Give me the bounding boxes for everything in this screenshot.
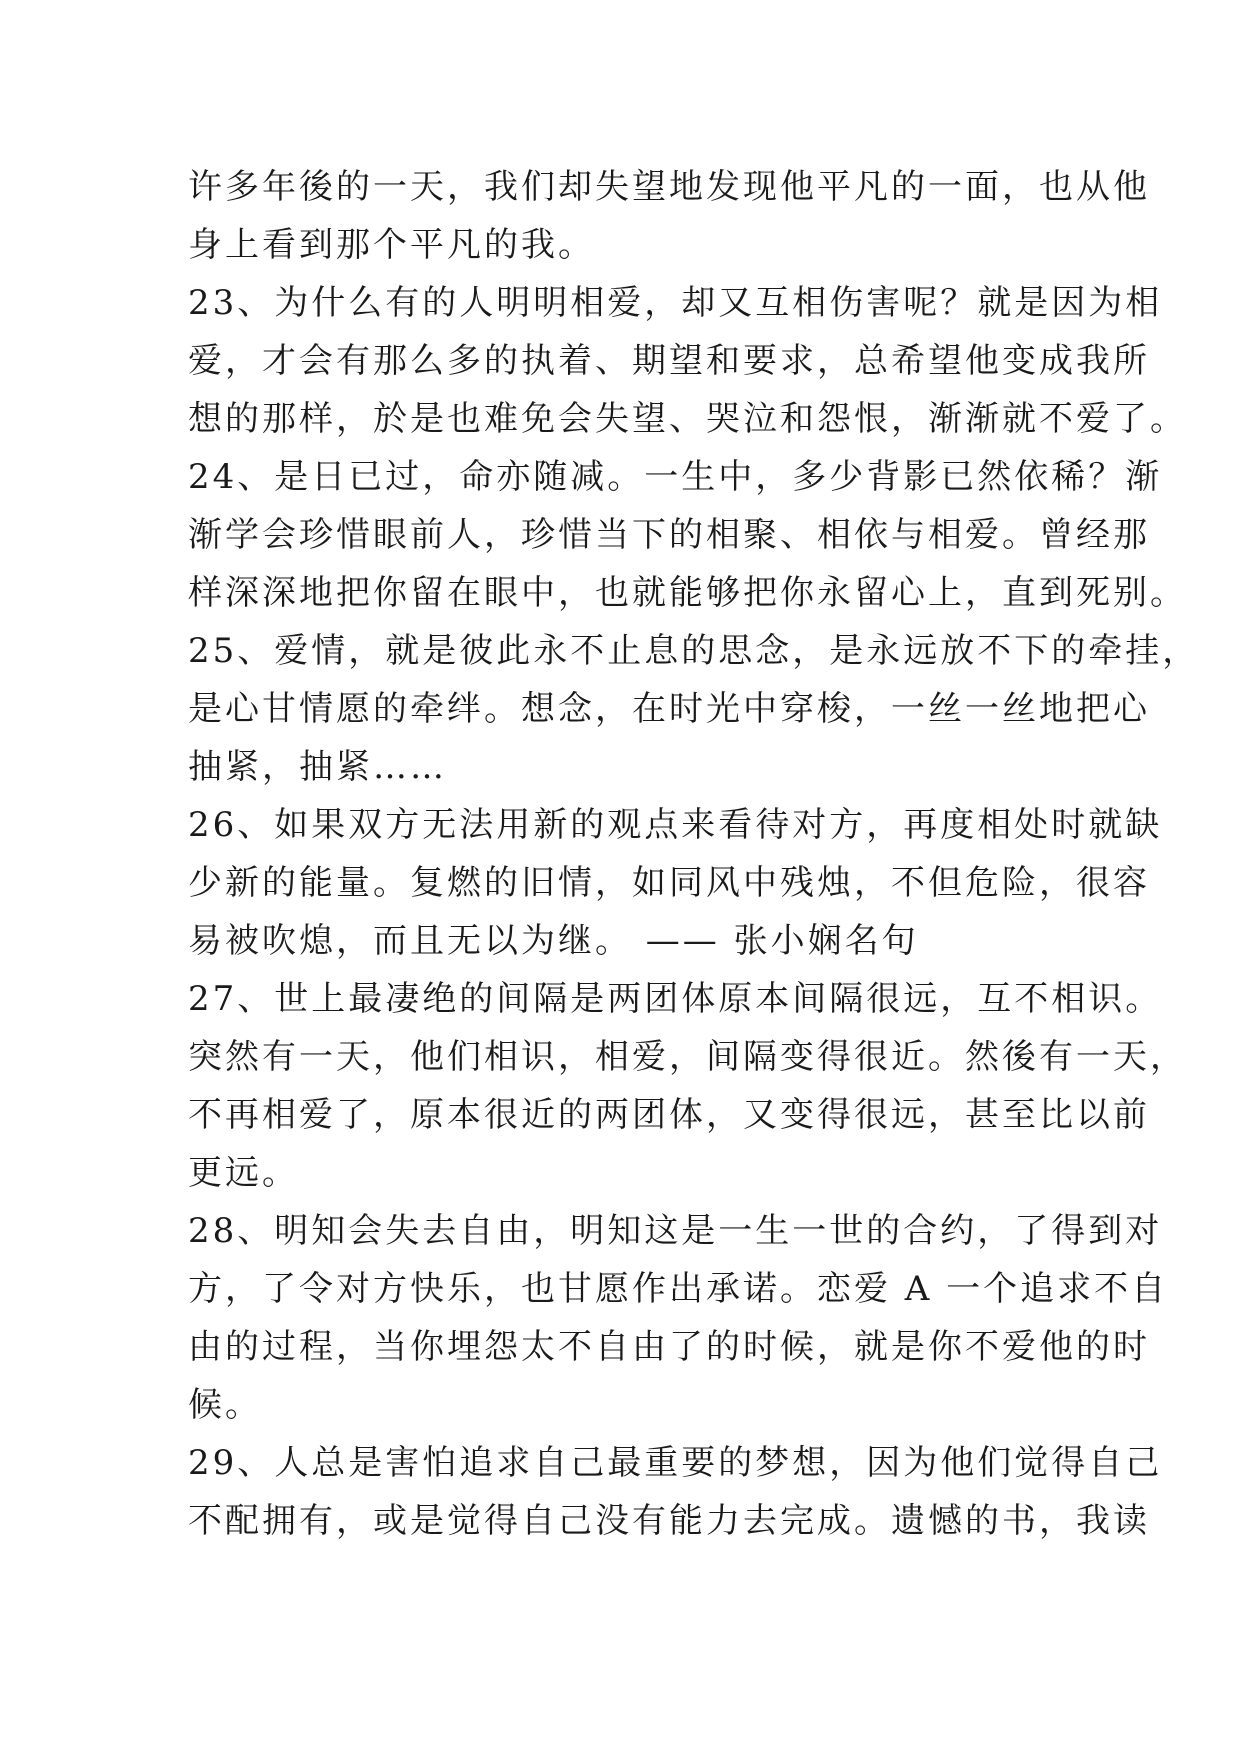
text-line: 26、如果双方无法用新的观点来看待对方，再度相处时就缺 — [188, 805, 1163, 845]
text-line: 23、为什么有的人明明相爱，却又互相伤害呢？就是因为相 — [188, 283, 1163, 323]
text-line: 不再相爱了，原本很近的两团体，又变得很远，甚至比以前 — [188, 1095, 1150, 1135]
text-line: 许多年後的一天，我们却失望地发现他平凡的一面，也从他 — [188, 167, 1150, 207]
text-line: 不配拥有，或是觉得自己没有能力去完成。遗憾的书，我读 — [188, 1501, 1150, 1541]
text-line: 由的过程，当你埋怨太不自由了的时候，就是你不爱他的时 — [188, 1327, 1150, 1367]
text-line: 样深深地把你留在眼中，也就能够把你永留心上，直到死别。 — [188, 573, 1187, 613]
text-line: 身上看到那个平凡的我。 — [188, 225, 595, 265]
text-line: 突然有一天，他们相识，相爱，间隔变得很近。然後有一天， — [188, 1037, 1187, 1077]
text-line: 抽紧，抽紧…… — [188, 747, 447, 787]
text-line: 爱，才会有那么多的执着、期望和要求，总希望他变成我所 — [188, 341, 1150, 381]
text-line: 24、是日已过，命亦随减。一生中，多少背影已然依稀？渐 — [188, 457, 1163, 497]
text-line: 候。 — [188, 1385, 262, 1425]
document-body — [188, 158, 1200, 1550]
text-line: 25、爱情，就是彼此永不止息的思念，是永远放不下的牵挂， — [188, 631, 1200, 671]
text-line: 是心甘情愿的牵绊。想念，在时光中穿梭，一丝一丝地把心 — [188, 689, 1150, 729]
text-line: 渐学会珍惜眼前人，珍惜当下的相聚、相依与相爱。曾经那 — [188, 515, 1150, 555]
text-line: 方，了令对方快乐，也甘愿作出承诺。恋爱 A 一个追求不自 — [188, 1269, 1169, 1309]
text-line: 易被吹熄，而且无以为继。 —— 张小娴名句 — [188, 921, 919, 961]
text-line: 更远。 — [188, 1153, 299, 1193]
text-line: 29、人总是害怕追求自己最重要的梦想，因为他们觉得自己 — [188, 1443, 1163, 1483]
text-line: 28、明知会失去自由，明知这是一生一世的合约，了得到对 — [188, 1211, 1163, 1251]
text-line: 想的那样，於是也难免会失望、哭泣和怨恨，渐渐就不爱了。 — [188, 399, 1187, 439]
text-line: 27、世上最凄绝的间隔是两团体原本间隔很远，互不相识。 — [188, 979, 1163, 1019]
text-line: 少新的能量。复燃的旧情，如同风中残烛，不但危险，很容 — [188, 863, 1150, 903]
